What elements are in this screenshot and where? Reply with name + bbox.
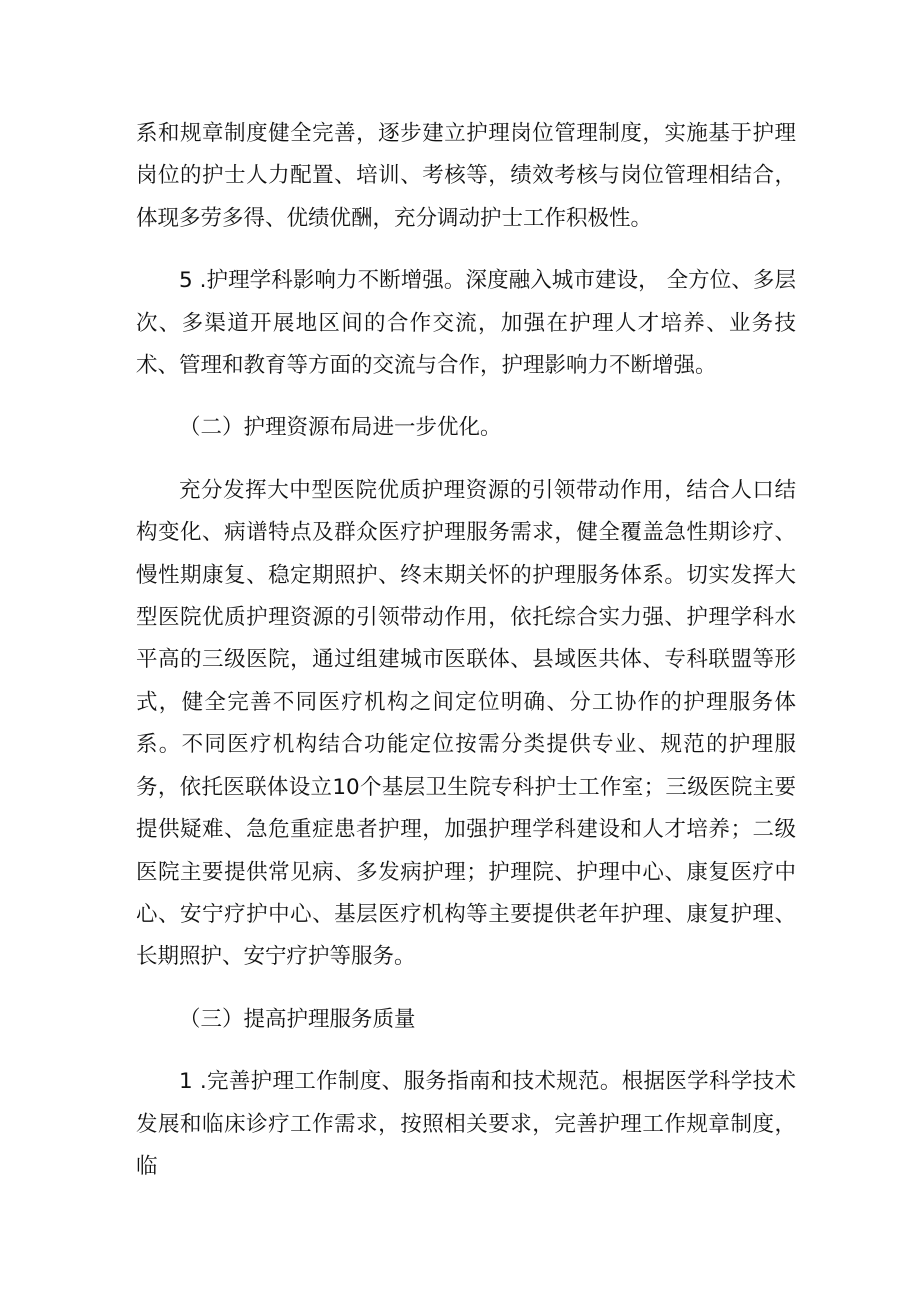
paragraph-item-1: 1 .完善护理工作制度、服务指南和技术规范。根据医学科学技术发展和临床诊疗工作需求，按照相关要求，完善护理工作规章制度，临: [136, 1069, 796, 1179]
section-heading-3: （三）提高护理服务质量: [179, 1006, 416, 1032]
paragraph-resource-layout: 充分发挥大中型医院优质护理资源的引领带动作用，结合人口结构变化、病谱特点及群众医疗护理服务需求，健全覆盖急性期诊疗、慢性期康复、稳定期照护、终末期关怀的护理服务体系。切实发挥大型医院优质护理资源的引领带动作用，依托综合实力强、护理学科水平高的三级医院，通过组建城市医联体、县域医共体、专科联盟等形式，健全完善不同医疗机构之间定位明确、分工协作的护理服务体系。不同医疗机构结合功能定位按需分类提供专业、规范的护理服务，依托医联体设立10个基层卫生院专科护士工作室；三级医院主要提供疑难、急危重症患者护理，加强护理学科建设和人才培养；二级医院主要提供常见病、多发病护理；护理院、护理中心、康复医疗中心、安宁疗护中心、基层医疗机构等主要提供老年护理、康复护理、长期照护、安宁疗护等服务。: [136, 477, 796, 970]
document-body: [136, 113, 796, 1208]
section-heading-2: （二）护理资源布局进一步优化。: [179, 415, 502, 441]
paragraph-item-5: 5 .护理学科影响力不断增强。深度融入城市建设， 全方位、多层次、多渠道开展地区间的合作交流，加强在护理人才培养、业务技术、管理和教育等方面的交流与合作，护理影响力不断增强。: [136, 268, 796, 379]
paragraph-continuation: 系和规章制度健全完善，逐步建立护理岗位管理制度，实施基于护理岗位的护士人力配置、培训、考核等，绩效考核与岗位管理相结合，体现多劳多得、优绩优酬，充分调动护士工作积极性。: [136, 121, 796, 231]
